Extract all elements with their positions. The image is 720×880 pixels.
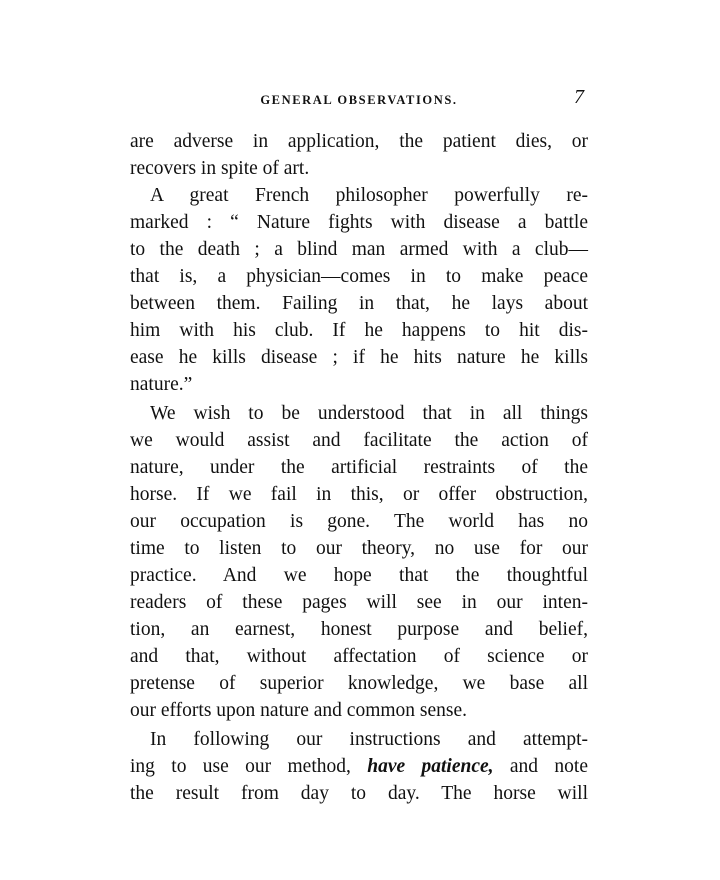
- text-line: between them. Failing in that, he lays about: [130, 293, 588, 314]
- text-line: we would assist and facilitate the action of: [130, 430, 588, 451]
- text-line: our occupation is gone. The world has no: [130, 511, 588, 532]
- text-line: and that, without affectation of science or: [130, 646, 588, 667]
- text-line: nature, under the artificial restraints of the: [130, 457, 588, 478]
- text-line: nature.”: [130, 374, 193, 395]
- text-line: marked : “ Nature fights with disease a battle: [130, 212, 588, 233]
- text-line: practice. And we hope that the thoughtful: [130, 565, 588, 586]
- text-line: are adverse in application, the patient dies, or: [130, 131, 588, 152]
- text-line: him with his club. If he happens to hit dis-: [130, 320, 588, 341]
- text-line: time to listen to our theory, no use for our: [130, 538, 588, 559]
- text-line: horse. If we fail in this, or offer obstruction,: [130, 484, 588, 505]
- body-text: [130, 128, 588, 807]
- page-number: 7: [574, 86, 584, 108]
- text-segment: ing to use our method,: [130, 756, 351, 777]
- text-line: In following our instructions and attempt-: [150, 729, 588, 750]
- text-line: A great French philosopher powerfully re-: [150, 185, 588, 206]
- text-line: ease he kills disease ; if he hits nature he kills: [130, 347, 588, 368]
- text-line: pretense of superior knowledge, we base all: [130, 673, 588, 694]
- text-line: that is, a physician—comes in to make peace: [130, 266, 588, 287]
- text-line: to the death ; a blind man armed with a club—: [130, 239, 588, 260]
- text-line: our efforts upon nature and common sense.: [130, 700, 468, 721]
- text-line-with-emphasis: [130, 753, 588, 780]
- text-line: readers of these pages will see in our inten-: [130, 592, 588, 613]
- running-title: GENERAL OBSERVATIONS.: [260, 93, 458, 107]
- text-line: the result from day to day. The horse will: [130, 783, 588, 804]
- text-line: tion, an earnest, honest purpose and belief,: [130, 619, 588, 640]
- running-head: [130, 86, 588, 111]
- emphasized-phrase: have patience,: [367, 756, 494, 777]
- text-line: We wish to be understood that in all things: [150, 403, 588, 424]
- text-line: recovers in spite of art.: [130, 158, 310, 179]
- text-segment: and note: [493, 756, 588, 777]
